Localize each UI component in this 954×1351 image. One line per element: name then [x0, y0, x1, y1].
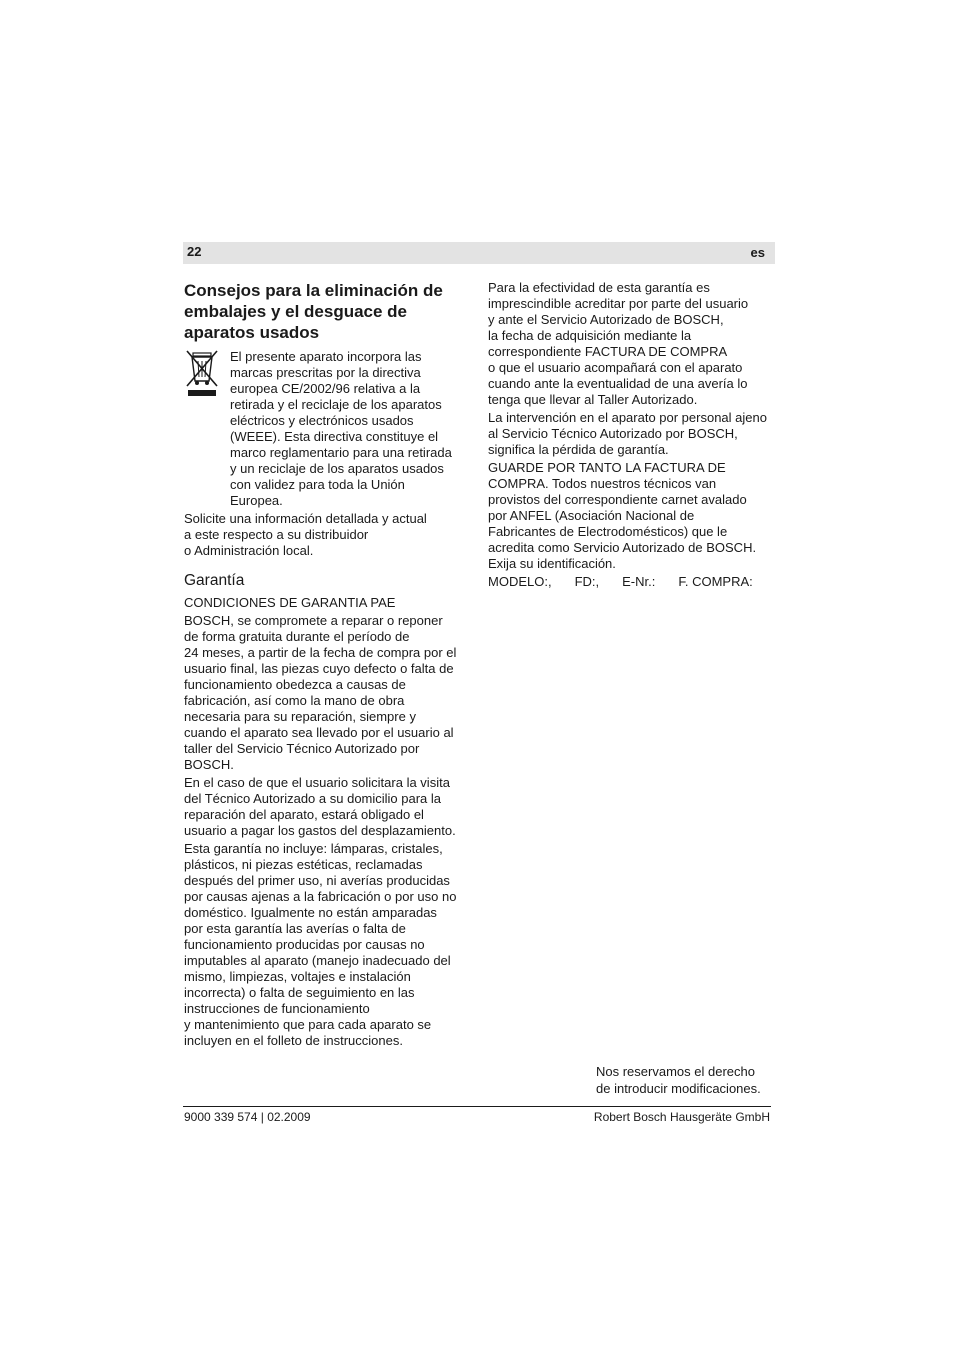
- field-enr: E-Nr.:: [622, 574, 656, 589]
- footer-divider: [183, 1106, 771, 1107]
- warranty-right-para-2: La intervención en el aparato por personal ajeno al Servicio Técnico Autorizado por BOSCH, significa la pérdida de garantía.: [488, 410, 767, 457]
- right-column: [488, 280, 778, 590]
- footer-company: Robert Bosch Hausgeräte GmbH: [593, 1110, 770, 1124]
- warranty-heading: Garantía: [184, 572, 245, 589]
- page-number: 22: [187, 244, 202, 259]
- crossed-out-wheelie-bin-icon: [184, 349, 220, 399]
- disposal-heading: Consejos para la eliminación de embalajes y el desguace de aparatos usados: [184, 281, 443, 342]
- field-fcompra: F. COMPRA:: [678, 574, 753, 589]
- footer-doc-number: 9000 339 574 | 02.2009: [184, 1110, 311, 1124]
- field-modelo: MODELO:,: [488, 574, 552, 589]
- header-bar: [183, 242, 775, 264]
- reserve-note: Nos reservamos el derecho de introducir modificaciones.: [596, 1064, 761, 1096]
- language-code: es: [750, 245, 765, 260]
- warranty-para-2: En el caso de que el usuario solicitara la visita del Técnico Autorizado a su domicilio para la reparación del aparato, estará obligado el usuario a pagar los gastos del desplazamiento.: [184, 775, 456, 838]
- warranty-para-1: BOSCH, se compromete a reparar o reponer de forma gratuita durante el período de 24 meses, a partir de la fecha de compra por el usuario final, las piezas cuyo defecto o falta de funcionamiento obedezca a causas de fabricación, así como la mano de obra necesaria para su reparación, siempre y cuando el aparato sea llevado por el usuario al taller del Servicio Técnico Autorizado por BOSCH.: [184, 613, 457, 772]
- weee-block: [184, 349, 474, 511]
- warranty-right-para-3: GUARDE POR TANTO LA FACTURA DE COMPRA. Todos nuestros técnicos van provistos del correspondiente carnet avalado por ANFEL (Asociación Nacional de Fabricantes de Electrodomésticos) que le acredita como Servicio Autorizado de BOSCH. Exija su identificación.: [488, 460, 757, 571]
- field-fd: FD:,: [574, 574, 600, 589]
- model-fields-row: [488, 574, 778, 590]
- weee-text: El presente aparato incorpora las marcas prescritas por la directiva europea CE/2002/96 relativa a la retirada y el reciclaje de los aparatos eléctricos y electrónicos usados (WEEE). Esta directiva constituye el marco reglamentario para una retirada y un reciclaje de los aparatos usados con validez para toda la Unión Europea.: [230, 349, 452, 508]
- warranty-para-3: Esta garantía no incluye: lámparas, cristales, plásticos, ni piezas estéticas, reclamadas después del primer uso, ni averías producidas por causas ajenas a la fabricación o por uso no doméstico. Igualmente no están amparadas por esta garantía las averías o falta de funcionamiento producidas por causas no imputables al aparato (manejo inadecuado del mismo, limpiezas, voltajes e instalación incorrecta) o falta de seguimiento en las instrucciones de funcionamiento y mantenimiento que para cada aparato se incluyen en el folleto de instrucciones.: [184, 841, 457, 1048]
- disposal-info: Solicite una información detallada y actual a este respecto a su distribuidor o Administración local.: [184, 511, 427, 558]
- left-column: [184, 280, 474, 1051]
- warranty-right-para-1: Para la efectividad de esta garantía es imprescindible acreditar por parte del usuario y ante el Servicio Autorizado de BOSCH, la fecha de adquisición mediante la correspondiente FACTURA DE COMPRA o que el usuario acompañará con el aparato cuando ante la eventualidad de una avería lo tenga que llevar al Taller Autorizado.: [488, 280, 749, 407]
- warranty-conditions-heading: CONDICIONES DE GARANTIA PAE: [184, 595, 396, 610]
